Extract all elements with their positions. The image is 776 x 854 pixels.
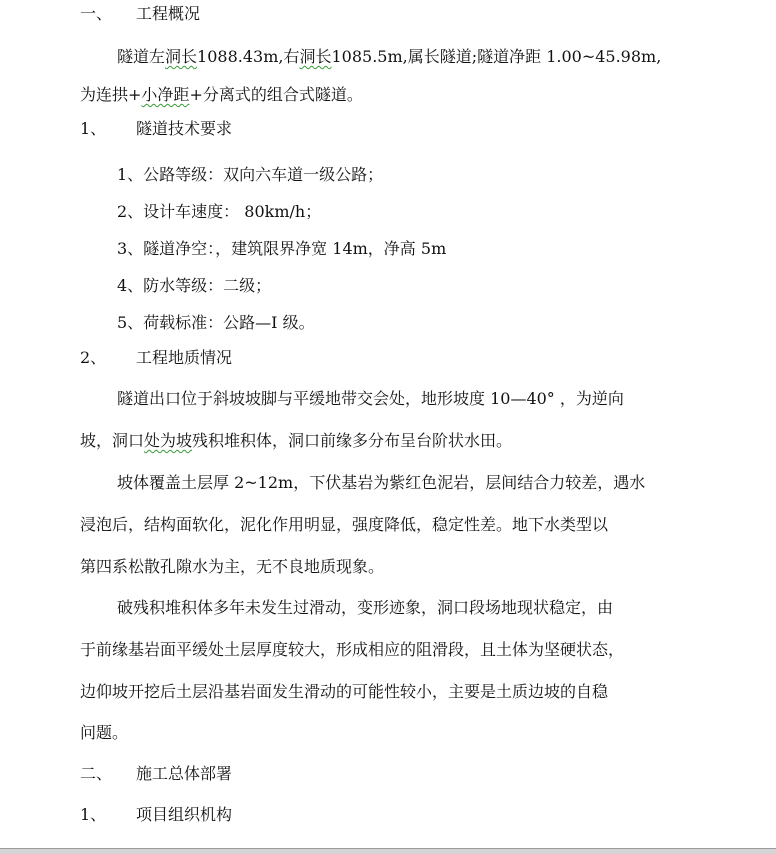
overview-paragraph-line-2: 为连拱+小净距+分离式的组合式隧道。 [80,85,363,104]
section-title: 项目组织机构 [136,805,233,824]
geology-paragraph-line: 坡，洞口处为坡残积堆积体，洞口前缘多分布呈台阶状水田。 [80,431,513,450]
geology-paragraph-line: 边仰坡开挖后土层沿基岩面发生滑动的可能性较小，主要是土质边坡的自稳 [80,682,609,701]
spellcheck-underline: 处为坡 [144,431,193,450]
heading-number: 二、 [80,764,113,783]
section-number: 1、 [80,805,107,824]
requirement-item: 4、防水等级：二级； [117,276,272,295]
requirement-item: 2、设计车速度： 80km/h； [117,202,322,221]
geology-paragraph-line: 浸泡后，结构面软化，泥化作用明显，强度降低，稳定性差。地下水类型以 [80,515,609,534]
geology-paragraph-line: 于前缘基岩面平缓处土层厚度较大，形成相应的阻滑段，且土体为坚硬状态， [80,640,625,659]
spellcheck-underline: 洞长 [165,47,198,66]
overview-paragraph-line-1: 隧道左洞长1088.43m,右洞长1085.5m,属长隧道;隧道净距 1.00~45.98m, [117,47,662,66]
heading-title: 工程概况 [136,4,201,23]
requirement-item: 5、荷载标准：公路—I 级。 [117,313,315,332]
heading-title: 施工总体部署 [136,764,233,783]
section-number: 2、 [80,348,107,367]
geology-paragraph-line: 坡体覆盖土层厚 2~12m，下伏基岩为紫红色泥岩，层间结合力较差，遇水 [117,473,646,492]
section-title: 工程地质情况 [136,348,233,367]
heading-number: 一、 [80,4,113,23]
spellcheck-underline: 洞长 [299,47,332,66]
spellcheck-underline: 小净距 [141,85,190,104]
section-number: 1、 [80,119,107,138]
geology-paragraph-line: 隧道出口位于斜坡坡脚与平缓地带交会处，地形坡度 10—40° ，为逆向 [117,389,624,408]
requirement-item: 3、隧道净空：，建筑限界净宽 14m，净高 5m [117,239,447,258]
geology-paragraph-line: 第四系松散孔隙水为主，无不良地质现象。 [80,557,385,576]
requirement-item: 1、公路等级：双向六车道一级公路； [117,165,384,184]
geology-paragraph-line: 破残积堆积体多年未发生过滑动，变形迹象，洞口段场地现状稳定，由 [117,598,614,617]
section-title: 隧道技术要求 [136,119,233,138]
page-bottom-divider [0,848,776,854]
geology-paragraph-line: 问题。 [80,723,129,742]
